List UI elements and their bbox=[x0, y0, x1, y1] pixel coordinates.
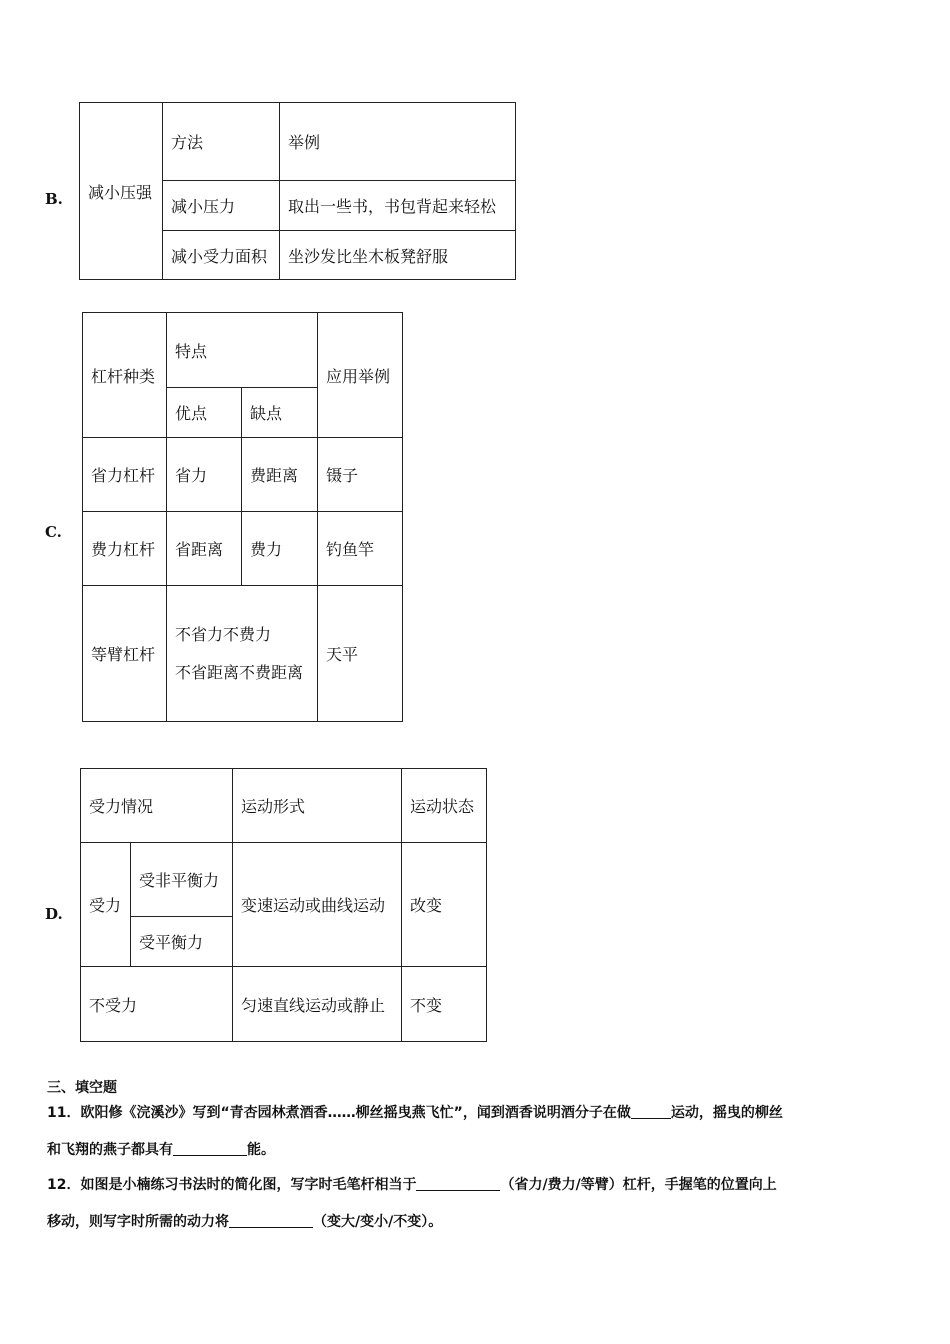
option-c-app: 镊子 bbox=[318, 438, 403, 512]
option-d-noforce-form: 匀速直线运动或静止 bbox=[233, 967, 402, 1042]
option-b-header-method: 方法 bbox=[163, 103, 280, 181]
option-d-header-state: 运动状态 bbox=[402, 769, 487, 843]
option-d-table bbox=[80, 768, 487, 1042]
option-b-example: 坐沙发比坐木板凳舒服 bbox=[280, 231, 516, 280]
option-c-header-app: 应用举例 bbox=[318, 313, 403, 438]
option-b-example: 取出一些书，书包背起来轻松 bbox=[280, 181, 516, 231]
option-c-label: C. bbox=[45, 523, 62, 541]
q12-blank-2[interactable] bbox=[229, 1213, 313, 1228]
option-c-header-type: 杠杆种类 bbox=[83, 313, 167, 438]
option-c-table bbox=[82, 312, 403, 722]
question-12-line-2 bbox=[47, 1211, 442, 1231]
option-c-app: 天平 bbox=[318, 586, 403, 722]
option-d-balanced: 受平衡力 bbox=[131, 917, 233, 967]
option-c-header-feature: 特点 bbox=[167, 313, 318, 388]
option-d-forced: 受力 bbox=[81, 843, 131, 967]
option-c-pro: 省距离 bbox=[167, 512, 242, 586]
option-c-pro: 省力 bbox=[167, 438, 242, 512]
q11-blank-1[interactable] bbox=[631, 1104, 671, 1119]
option-c-header-con: 缺点 bbox=[242, 388, 318, 438]
question-12-line-1 bbox=[47, 1174, 777, 1194]
section-title: 三、填空题 bbox=[47, 1080, 117, 1096]
option-b-table bbox=[79, 102, 516, 280]
q12-blank-1[interactable] bbox=[416, 1176, 500, 1191]
option-b-method: 减小压力 bbox=[163, 181, 280, 231]
option-c-con: 费力 bbox=[242, 512, 318, 586]
option-c-equal-line1: 不省力不费力 bbox=[175, 624, 272, 644]
option-c-app: 钓鱼竿 bbox=[318, 512, 403, 586]
option-b-header-example: 举例 bbox=[280, 103, 516, 181]
option-c-equal-line2: 不省距离不费距离 bbox=[175, 662, 304, 682]
question-11-line-1 bbox=[47, 1102, 783, 1122]
option-d-header-force: 受力情况 bbox=[81, 769, 233, 843]
q11-text-b: 运动，摇曳的柳丝 bbox=[670, 1105, 783, 1121]
q12-text-b: （省力/费力/等臂）杠杆，手握笔的位置向上 bbox=[500, 1177, 777, 1193]
question-11-line-2 bbox=[47, 1139, 275, 1159]
q12-text-d: （变大/变小/不变）。 bbox=[313, 1214, 443, 1230]
q11-text-a: 11．欧阳修《浣溪沙》写到“青杏园林煮酒香……柳丝摇曳燕飞忙”，闻到酒香说明酒分子在做 bbox=[47, 1105, 631, 1121]
option-d-unbalanced: 受非平衡力 bbox=[131, 843, 233, 917]
option-b-method: 减小受力面积 bbox=[163, 231, 280, 280]
option-d-noforce: 不受力 bbox=[81, 967, 233, 1042]
option-d-forced-form: 变速运动或曲线运动 bbox=[233, 843, 402, 967]
q12-text-c: 移动，则写字时所需的动力将 bbox=[47, 1214, 229, 1230]
option-c-type: 等臂杠杆 bbox=[83, 586, 167, 722]
option-d-noforce-state: 不变 bbox=[402, 967, 487, 1042]
option-b-label: B. bbox=[45, 190, 63, 208]
option-c-con: 费距离 bbox=[242, 438, 318, 512]
q11-text-d: 能。 bbox=[247, 1142, 275, 1158]
option-d-header-form: 运动形式 bbox=[233, 769, 402, 843]
option-c-header-pro: 优点 bbox=[167, 388, 242, 438]
option-c-equal-feature bbox=[167, 586, 318, 722]
option-d-label: D. bbox=[45, 905, 63, 923]
q11-text-c: 和飞翔的燕子都具有 bbox=[47, 1142, 173, 1158]
q11-blank-2[interactable] bbox=[173, 1141, 247, 1156]
option-b-category: 减小压强 bbox=[80, 103, 163, 280]
option-d-forced-state: 改变 bbox=[402, 843, 487, 967]
option-c-type: 省力杠杆 bbox=[83, 438, 167, 512]
option-c-type: 费力杠杆 bbox=[83, 512, 167, 586]
q12-text-a: 12．如图是小楠练习书法时的简化图，写字时毛笔杆相当于 bbox=[47, 1177, 417, 1193]
